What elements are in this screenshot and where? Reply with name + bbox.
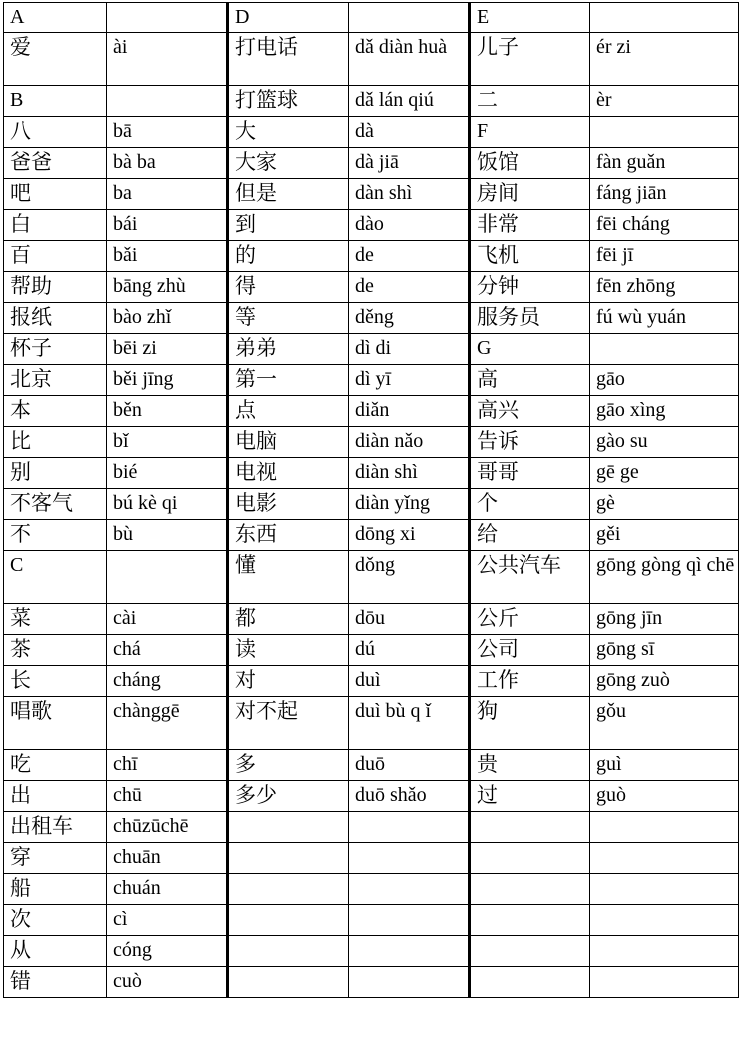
table-row (4, 427, 739, 458)
table-row (4, 551, 739, 604)
table-row (4, 635, 739, 666)
col2-hanzi-cell: 到 (228, 210, 349, 241)
table-row (4, 520, 739, 551)
col3-pinyin-cell (590, 967, 739, 998)
col1-hanzi-cell: 出 (4, 781, 107, 812)
col2-pinyin-cell: děng (349, 303, 470, 334)
col2-pinyin-cell: diàn yǐng (349, 489, 470, 520)
col3-pinyin-cell: fēi jī (590, 241, 739, 272)
col1-hanzi-cell: 八 (4, 117, 107, 148)
col2-pinyin-cell (349, 3, 470, 33)
col2-pinyin-cell: dà jiā (349, 148, 470, 179)
col2-hanzi-cell: 电视 (228, 458, 349, 489)
col3-hanzi-cell: 非常 (470, 210, 590, 241)
col3-hanzi-cell: 哥哥 (470, 458, 590, 489)
col3-pinyin-cell (590, 905, 739, 936)
col2-hanzi-cell: 大家 (228, 148, 349, 179)
col2-hanzi-cell: 对 (228, 666, 349, 697)
col3-pinyin-cell (590, 936, 739, 967)
col2-pinyin-cell: dì di (349, 334, 470, 365)
col1-pinyin-cell: chū (107, 781, 228, 812)
col3-hanzi-cell: F (470, 117, 590, 148)
table-row (4, 967, 739, 998)
col1-pinyin-cell: bǎi (107, 241, 228, 272)
col2-hanzi-cell: 的 (228, 241, 349, 272)
col1-pinyin-cell: cài (107, 604, 228, 635)
col3-hanzi-cell: 狗 (470, 697, 590, 750)
col2-hanzi-cell: 大 (228, 117, 349, 148)
col1-hanzi-cell: 不 (4, 520, 107, 551)
table-row (4, 86, 739, 117)
table-row (4, 210, 739, 241)
table-row (4, 781, 739, 812)
col2-pinyin-cell: duō (349, 750, 470, 781)
col2-pinyin-cell: dì yī (349, 365, 470, 396)
col3-hanzi-cell: 工作 (470, 666, 590, 697)
table-row (4, 303, 739, 334)
col2-hanzi-cell: 读 (228, 635, 349, 666)
col1-hanzi-cell: 长 (4, 666, 107, 697)
table-row (4, 843, 739, 874)
col2-hanzi-cell: 打电话 (228, 33, 349, 86)
col1-hanzi-cell: 报纸 (4, 303, 107, 334)
col1-pinyin-cell: chūzūchē (107, 812, 228, 843)
col1-pinyin-cell: cóng (107, 936, 228, 967)
col3-pinyin-cell: ér zi (590, 33, 739, 86)
table-row (4, 697, 739, 750)
table-row (4, 3, 739, 33)
col2-pinyin-cell: diàn nǎo (349, 427, 470, 458)
col1-hanzi-cell: 爱 (4, 33, 107, 86)
table-row (4, 458, 739, 489)
col1-hanzi-cell: 吃 (4, 750, 107, 781)
col2-hanzi-cell: 弟弟 (228, 334, 349, 365)
col1-pinyin-cell (107, 3, 228, 33)
col3-pinyin-cell: gē ge (590, 458, 739, 489)
col3-pinyin-cell (590, 117, 739, 148)
col2-pinyin-cell: dōu (349, 604, 470, 635)
col3-hanzi-cell: 个 (470, 489, 590, 520)
col3-hanzi-cell: 公共汽车 (470, 551, 590, 604)
col2-hanzi-cell (228, 905, 349, 936)
table-row (4, 148, 739, 179)
col3-hanzi-cell: 房间 (470, 179, 590, 210)
col2-pinyin-cell (349, 874, 470, 905)
col2-pinyin-cell: dàn shì (349, 179, 470, 210)
col1-pinyin-cell: bié (107, 458, 228, 489)
col3-pinyin-cell: gè (590, 489, 739, 520)
col3-pinyin-cell: guì (590, 750, 739, 781)
col1-pinyin-cell: cuò (107, 967, 228, 998)
col2-hanzi-cell (228, 874, 349, 905)
col1-pinyin-cell: bāng zhù (107, 272, 228, 303)
col3-pinyin-cell (590, 334, 739, 365)
col1-hanzi-cell: 白 (4, 210, 107, 241)
col1-pinyin-cell: chá (107, 635, 228, 666)
col3-hanzi-cell: G (470, 334, 590, 365)
col1-hanzi-cell: 从 (4, 936, 107, 967)
col2-hanzi-cell (228, 967, 349, 998)
col2-hanzi-cell: 但是 (228, 179, 349, 210)
col3-pinyin-cell: gào su (590, 427, 739, 458)
col2-pinyin-cell: diàn shì (349, 458, 470, 489)
col3-hanzi-cell: 飞机 (470, 241, 590, 272)
col1-pinyin-cell: bà ba (107, 148, 228, 179)
col1-pinyin-cell: cháng (107, 666, 228, 697)
col1-hanzi-cell: 菜 (4, 604, 107, 635)
col1-pinyin-cell: bù (107, 520, 228, 551)
table-row (4, 272, 739, 303)
col2-hanzi-cell: 第一 (228, 365, 349, 396)
col1-hanzi-cell: 出租车 (4, 812, 107, 843)
col2-hanzi-cell: 多少 (228, 781, 349, 812)
col2-hanzi-cell (228, 936, 349, 967)
col2-hanzi-cell (228, 843, 349, 874)
col1-hanzi-cell: 百 (4, 241, 107, 272)
table-row (4, 874, 739, 905)
col3-pinyin-cell: fēi cháng (590, 210, 739, 241)
col3-hanzi-cell: 过 (470, 781, 590, 812)
col1-pinyin-cell: cì (107, 905, 228, 936)
col2-hanzi-cell: 打篮球 (228, 86, 349, 117)
col3-pinyin-cell: gāo (590, 365, 739, 396)
col3-pinyin-cell: gāo xìng (590, 396, 739, 427)
col1-hanzi-cell: 北京 (4, 365, 107, 396)
col3-hanzi-cell: 儿子 (470, 33, 590, 86)
col2-hanzi-cell: 得 (228, 272, 349, 303)
col2-pinyin-cell: diǎn (349, 396, 470, 427)
col2-pinyin-cell: dǎ diàn huà (349, 33, 470, 86)
table-row (4, 750, 739, 781)
table-row (4, 241, 739, 272)
col3-pinyin-cell: gōng jīn (590, 604, 739, 635)
table-row (4, 604, 739, 635)
col2-pinyin-cell: dú (349, 635, 470, 666)
col3-pinyin-cell: gōng gòng qì chē (590, 551, 739, 604)
table-row (4, 489, 739, 520)
col2-hanzi-cell (228, 812, 349, 843)
col3-pinyin-cell: guò (590, 781, 739, 812)
table-row (4, 396, 739, 427)
col3-hanzi-cell (470, 967, 590, 998)
table-row (4, 812, 739, 843)
col3-pinyin-cell: fáng jiān (590, 179, 739, 210)
col1-pinyin-cell: ba (107, 179, 228, 210)
col1-pinyin-cell: běn (107, 396, 228, 427)
col3-hanzi-cell (470, 905, 590, 936)
col2-hanzi-cell: 懂 (228, 551, 349, 604)
col1-pinyin-cell: běi jīng (107, 365, 228, 396)
table-row (4, 905, 739, 936)
col3-pinyin-cell: èr (590, 86, 739, 117)
col2-pinyin-cell (349, 812, 470, 843)
col2-pinyin-cell: de (349, 241, 470, 272)
table-row (4, 33, 739, 86)
col1-hanzi-cell: 帮助 (4, 272, 107, 303)
col2-pinyin-cell: dǒng (349, 551, 470, 604)
table-row (4, 179, 739, 210)
col2-pinyin-cell (349, 967, 470, 998)
col1-hanzi-cell: A (4, 3, 107, 33)
col3-pinyin-cell (590, 843, 739, 874)
col2-pinyin-cell: dà (349, 117, 470, 148)
col2-hanzi-cell: 电脑 (228, 427, 349, 458)
col2-pinyin-cell (349, 905, 470, 936)
col1-hanzi-cell: 本 (4, 396, 107, 427)
col1-hanzi-cell: B (4, 86, 107, 117)
col1-pinyin-cell: bú kè qi (107, 489, 228, 520)
col2-pinyin-cell (349, 843, 470, 874)
col3-hanzi-cell: 分钟 (470, 272, 590, 303)
col2-pinyin-cell: dào (349, 210, 470, 241)
col1-pinyin-cell: bēi zi (107, 334, 228, 365)
col2-hanzi-cell: 点 (228, 396, 349, 427)
col2-hanzi-cell: 等 (228, 303, 349, 334)
col3-hanzi-cell: 高 (470, 365, 590, 396)
col1-hanzi-cell: 船 (4, 874, 107, 905)
col3-hanzi-cell: 二 (470, 86, 590, 117)
col1-pinyin-cell: bā (107, 117, 228, 148)
col2-hanzi-cell: 电影 (228, 489, 349, 520)
col2-hanzi-cell: D (228, 3, 349, 33)
col1-pinyin-cell: chànggē (107, 697, 228, 750)
col3-hanzi-cell (470, 812, 590, 843)
col3-hanzi-cell: 给 (470, 520, 590, 551)
col3-pinyin-cell (590, 3, 739, 33)
col3-pinyin-cell: gǒu (590, 697, 739, 750)
col1-pinyin-cell (107, 551, 228, 604)
table-row (4, 117, 739, 148)
col3-pinyin-cell: fēn zhōng (590, 272, 739, 303)
col1-hanzi-cell: 错 (4, 967, 107, 998)
col3-hanzi-cell: 贵 (470, 750, 590, 781)
col3-pinyin-cell: gōng sī (590, 635, 739, 666)
col1-pinyin-cell: bào zhǐ (107, 303, 228, 334)
table-row (4, 666, 739, 697)
table-row (4, 334, 739, 365)
col1-pinyin-cell: bǐ (107, 427, 228, 458)
col3-pinyin-cell: fàn guǎn (590, 148, 739, 179)
col3-pinyin-cell (590, 812, 739, 843)
col1-hanzi-cell: 吧 (4, 179, 107, 210)
col3-hanzi-cell: 公司 (470, 635, 590, 666)
col3-hanzi-cell: 服务员 (470, 303, 590, 334)
col2-pinyin-cell: duì (349, 666, 470, 697)
col3-pinyin-cell: gěi (590, 520, 739, 551)
col2-pinyin-cell: duō shǎo (349, 781, 470, 812)
vocabulary-table-body (4, 3, 739, 998)
col3-hanzi-cell: E (470, 3, 590, 33)
col3-hanzi-cell: 高兴 (470, 396, 590, 427)
col2-hanzi-cell: 对不起 (228, 697, 349, 750)
col1-hanzi-cell: 别 (4, 458, 107, 489)
col3-pinyin-cell: gōng zuò (590, 666, 739, 697)
col3-hanzi-cell: 告诉 (470, 427, 590, 458)
col1-hanzi-cell: 比 (4, 427, 107, 458)
col1-hanzi-cell: 不客气 (4, 489, 107, 520)
vocabulary-table (3, 2, 739, 998)
col1-hanzi-cell: 茶 (4, 635, 107, 666)
col2-pinyin-cell: dǎ lán qiú (349, 86, 470, 117)
col3-pinyin-cell: fú wù yuán (590, 303, 739, 334)
col3-pinyin-cell (590, 874, 739, 905)
table-row (4, 936, 739, 967)
col3-hanzi-cell (470, 936, 590, 967)
col1-hanzi-cell: 杯子 (4, 334, 107, 365)
col1-hanzi-cell: 爸爸 (4, 148, 107, 179)
col3-hanzi-cell (470, 874, 590, 905)
col1-hanzi-cell: 次 (4, 905, 107, 936)
col1-pinyin-cell: ài (107, 33, 228, 86)
col2-pinyin-cell: dōng xi (349, 520, 470, 551)
col2-hanzi-cell: 多 (228, 750, 349, 781)
col1-pinyin-cell: bái (107, 210, 228, 241)
col2-pinyin-cell: duì bù q ǐ (349, 697, 470, 750)
col1-pinyin-cell: chuán (107, 874, 228, 905)
col2-pinyin-cell (349, 936, 470, 967)
col3-hanzi-cell: 饭馆 (470, 148, 590, 179)
col1-pinyin-cell (107, 86, 228, 117)
table-row (4, 365, 739, 396)
col1-pinyin-cell: chī (107, 750, 228, 781)
col2-hanzi-cell: 都 (228, 604, 349, 635)
col1-hanzi-cell: 穿 (4, 843, 107, 874)
col3-hanzi-cell (470, 843, 590, 874)
col2-hanzi-cell: 东西 (228, 520, 349, 551)
col1-hanzi-cell: C (4, 551, 107, 604)
col3-hanzi-cell: 公斤 (470, 604, 590, 635)
col2-pinyin-cell: de (349, 272, 470, 303)
col1-pinyin-cell: chuān (107, 843, 228, 874)
col1-hanzi-cell: 唱歌 (4, 697, 107, 750)
